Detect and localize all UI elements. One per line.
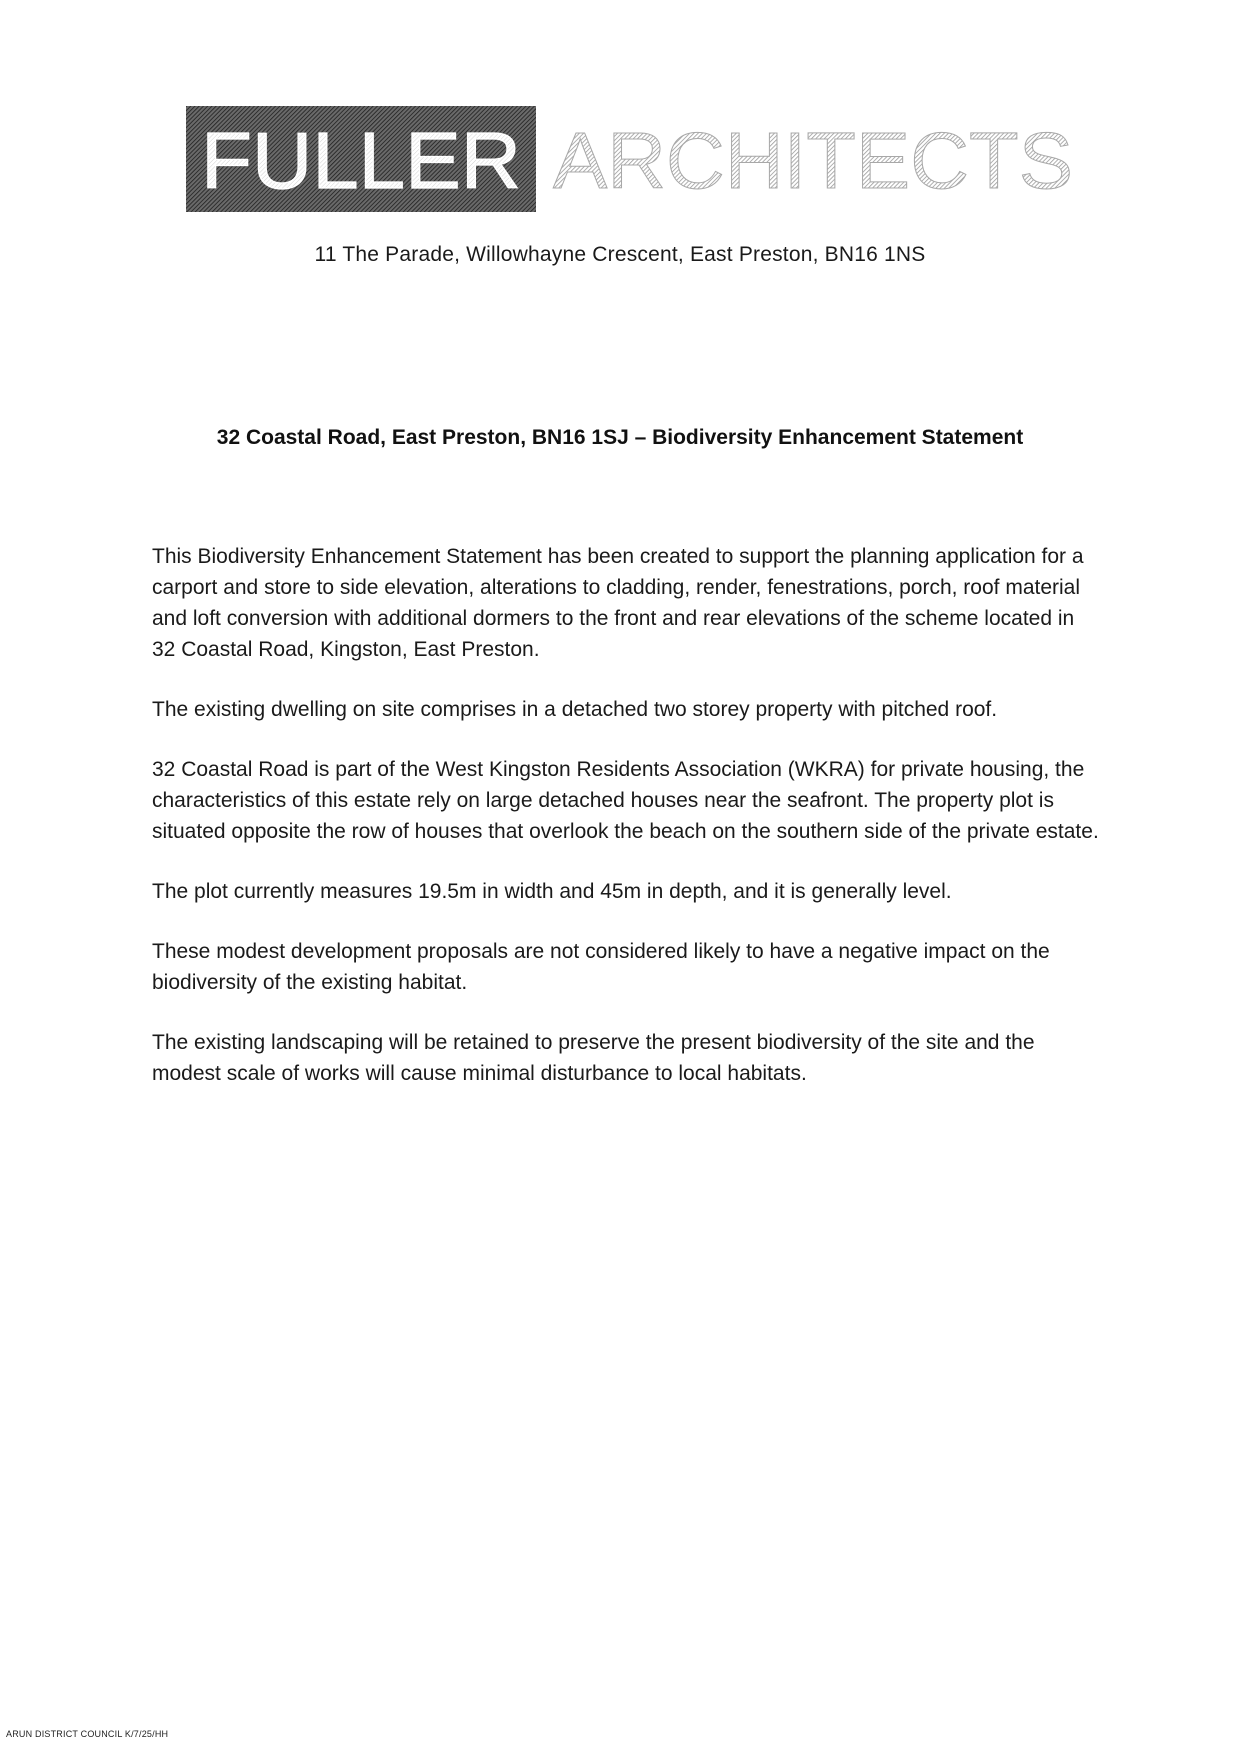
company-address: 11 The Parade, Willowhayne Crescent, East Preston, BN16 1NS (314, 243, 926, 266)
paragraph: The plot currently measures 19.5m in width and 45m in depth, and it is generally level. (152, 880, 952, 903)
paragraph: 32 Coastal Road is part of the West Kingston Residents Association (WKRA) for private housing, the characteristics of this estate rely on large detached houses near the seafront. The property plot is situated opposite the row of houses that overlook the beach on the southern side of the private estate. (152, 758, 1099, 843)
logo-word-fuller: FULLER (201, 116, 521, 205)
company-logo (186, 106, 1076, 212)
paragraph: This Biodiversity Enhancement Statement has been created to support the planning application for a carport and store to side elevation, alterations to cladding, render, fenestrations, porch, roof material and loft conversion with additional dormers to the front and rear elevations of the scheme located in 32 Coastal Road, Kingston, East Preston. (152, 545, 1084, 661)
document-title: 32 Coastal Road, East Preston, BN16 1SJ – Biodiversity Enhancement Statement (216, 426, 1024, 449)
document-body (152, 541, 1102, 1118)
paragraph: The existing landscaping will be retained to preserve the present biodiversity of the site and the modest scale of works will cause minimal disturbance to local habitats. (152, 1031, 1035, 1085)
paragraph: The existing dwelling on site comprises in a detached two storey property with pitched roof. (152, 698, 998, 721)
paragraph: These modest development proposals are not considered likely to have a negative impact on the biodiversity of the existing habitat. (152, 940, 1050, 994)
logo-word-architects: ARCHITECTS (553, 116, 1073, 205)
council-reference-stamp: ARUN DISTRICT COUNCIL K/7/25/HH (6, 1729, 169, 1739)
